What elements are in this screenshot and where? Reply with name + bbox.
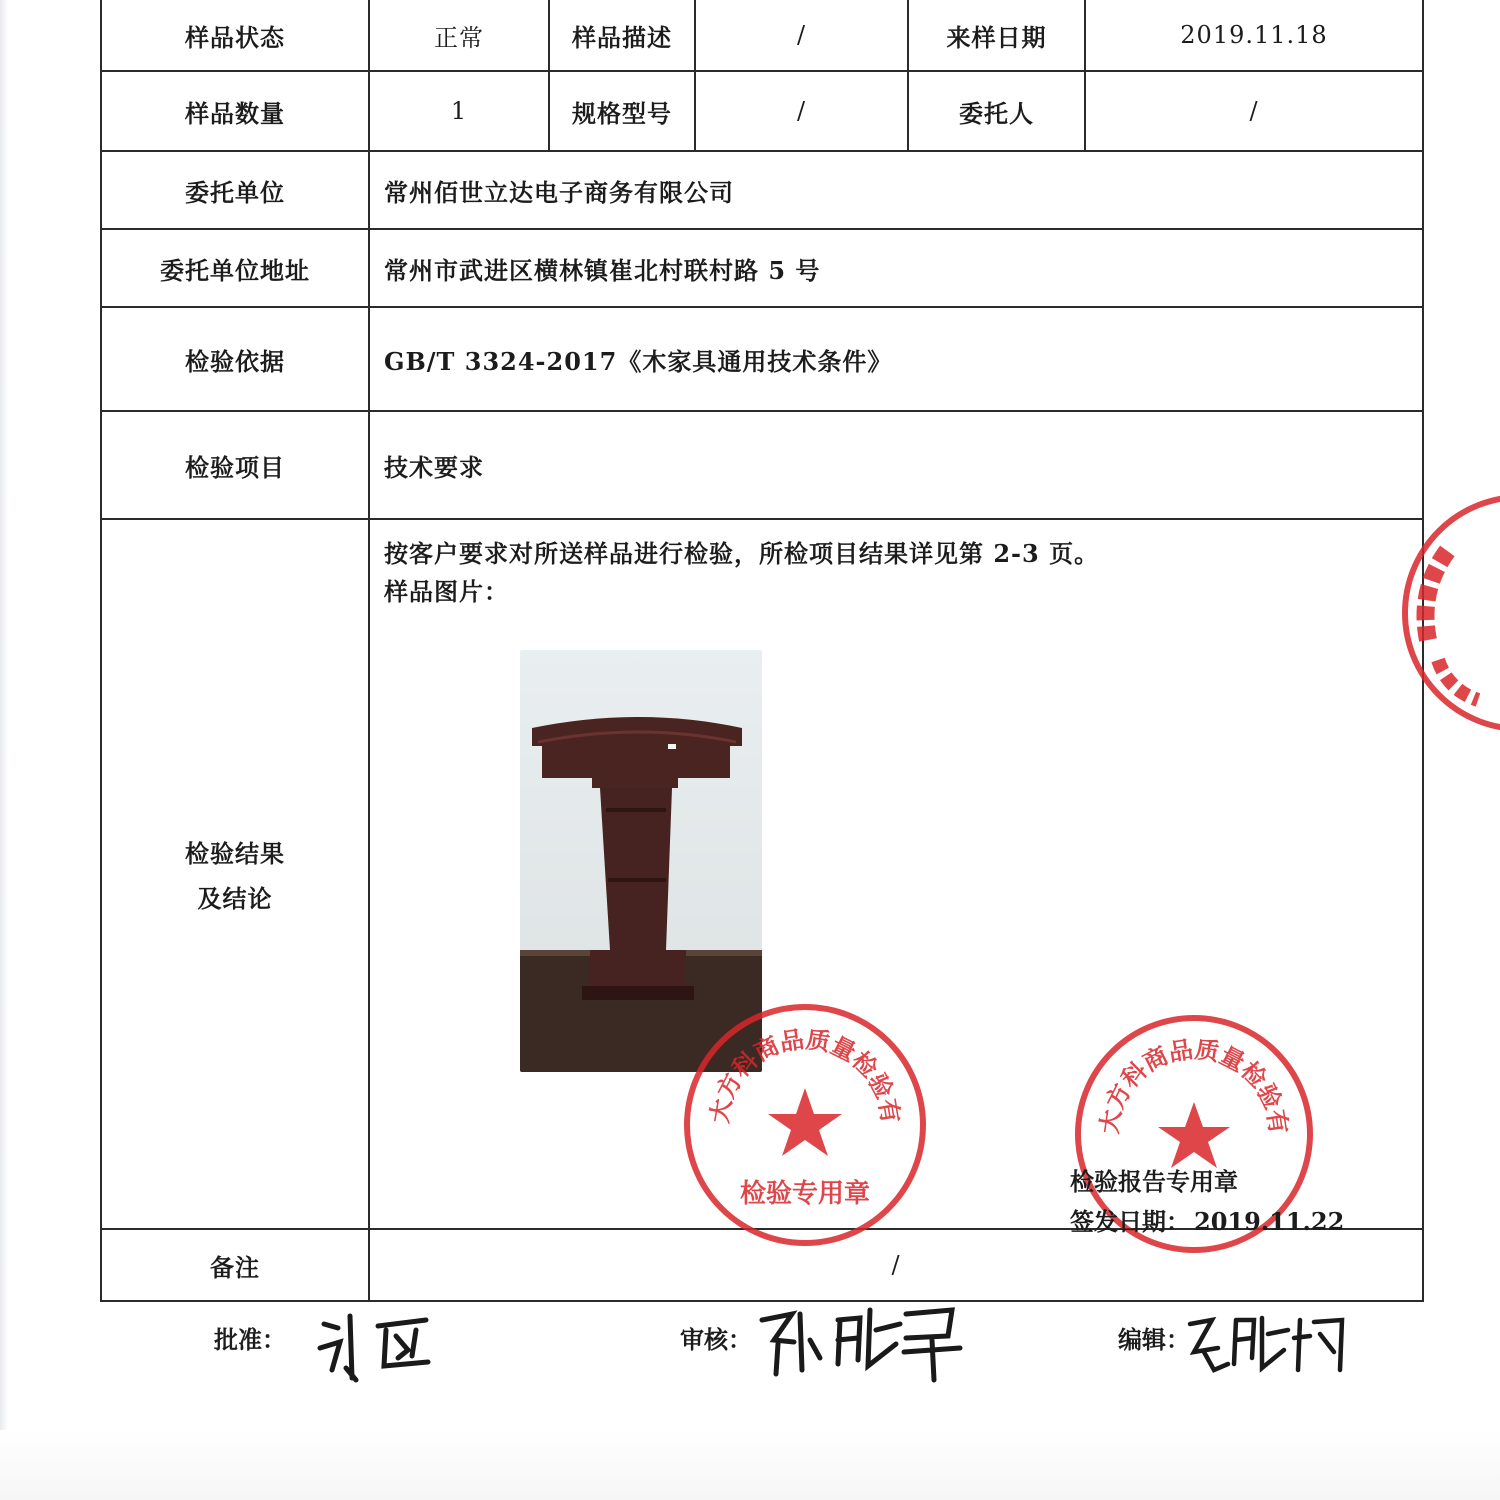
client-unit-label: 委托单位	[101, 151, 369, 229]
edit-label: 编辑：	[1118, 1325, 1190, 1354]
seal-company-text: 大方科商品质量检验有	[704, 1024, 906, 1126]
sample-date-label: 来样日期	[908, 0, 1085, 71]
inspection-seal-stamp	[680, 1000, 930, 1254]
page-edge-shadow	[0, 0, 8, 1500]
client-person-value: /	[1085, 71, 1423, 151]
table-row	[101, 151, 1423, 229]
table-row	[101, 307, 1423, 411]
sample-description-value: /	[695, 0, 908, 71]
editor-signature	[1184, 1312, 1348, 1376]
issue-date-label: 签发日期：	[1070, 1207, 1190, 1236]
table-row	[101, 0, 1423, 71]
edge-seal-stamp	[1398, 490, 1500, 736]
issue-date-value: 2019.11.22	[1194, 1207, 1345, 1236]
sample-status-value: 正常	[369, 0, 549, 71]
model-spec-label: 规格型号	[549, 71, 695, 151]
reviewer-signature	[756, 1300, 966, 1384]
sample-description-label: 样品描述	[549, 0, 695, 71]
sample-quantity-value: 1	[369, 71, 549, 151]
issue-date	[1070, 1202, 1344, 1237]
result-conclusion-label	[101, 519, 369, 1229]
inspection-basis-label: 检验依据	[101, 307, 369, 411]
result-label-line2: 及结论	[197, 884, 273, 913]
result-label-line1: 检验结果	[185, 839, 285, 868]
svg-text:北京华大方科商品质量检验有限公司	[1072, 1012, 1294, 1136]
inspection-basis-value: GB/T 3324-2017《木家具通用技术条件》	[369, 307, 1423, 411]
sample-date-value: 2019.11.18	[1085, 0, 1423, 71]
approve-label: 批准：	[214, 1325, 286, 1354]
report-seal-label: 检验报告专用章	[1070, 1167, 1238, 1196]
model-spec-value: /	[695, 71, 908, 151]
inspection-items-label: 检验项目	[101, 411, 369, 519]
client-address-value: 常州市武进区横林镇崔北村联村路 5 号	[369, 229, 1423, 307]
remarks-value: /	[369, 1229, 1423, 1301]
review-label: 审核：	[680, 1325, 752, 1354]
sample-quantity-label: 样品数量	[101, 71, 369, 151]
svg-text:北京华大方科商品质量检验有限公司	[680, 1000, 906, 1125]
page-bottom-shadow	[0, 1430, 1500, 1500]
seal2-company-text: 大方科商品质量检验有	[1094, 1034, 1294, 1136]
remarks-label: 备注	[101, 1229, 369, 1301]
table-row	[101, 71, 1423, 151]
client-address-label: 委托单位地址	[101, 229, 369, 307]
client-person-label: 委托人	[908, 71, 1085, 151]
sample-status-label: 样品状态	[101, 0, 369, 71]
inspection-items-value: 技术要求	[369, 411, 1423, 519]
client-unit-value: 常州佰世立达电子商务有限公司	[369, 151, 1423, 229]
sample-photo-caption: 样品图片：	[384, 577, 509, 606]
result-text: 按客户要求对所送样品进行检验，所检项目结果详见第 2-3 页。	[384, 539, 1100, 568]
seal-inspection-text: 检验专用章	[739, 1179, 871, 1209]
table-row	[101, 229, 1423, 307]
approver-signature	[316, 1306, 436, 1390]
table-row	[101, 411, 1423, 519]
